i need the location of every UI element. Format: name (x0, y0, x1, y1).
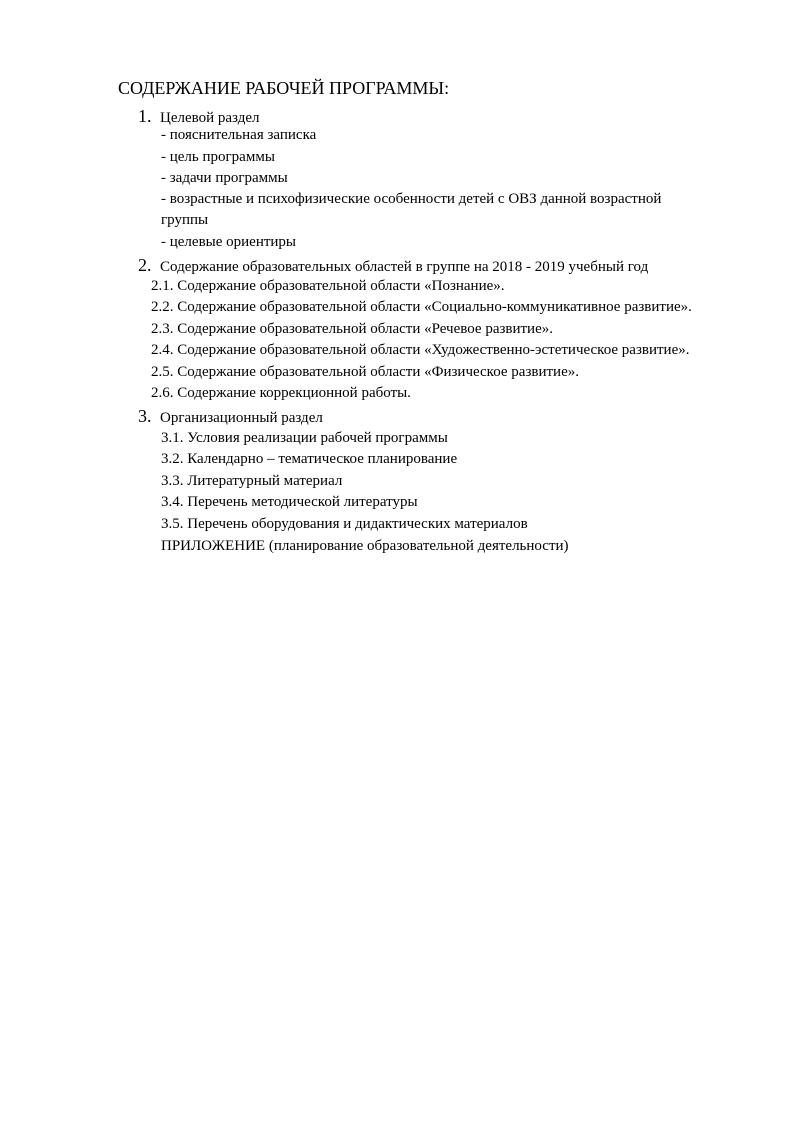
list-item: - возрастные и психофизические особенности детей с ОВЗ данной возрастной (161, 191, 662, 207)
list-item: 3.3. Литературный материал (161, 473, 343, 489)
list-item: 2.2. Содержание образовательной области «Социально-коммуникативное развитие». (151, 299, 692, 315)
section-heading-3 (138, 406, 323, 428)
section-title: Целевой раздел (160, 110, 260, 126)
section-number: 1. (138, 106, 152, 126)
list-item: - цель программы (161, 149, 275, 165)
list-item: - задачи программы (161, 170, 288, 186)
list-item: 2.1. Содержание образовательной области «Познание». (151, 278, 505, 294)
section-heading-2 (138, 255, 648, 277)
list-item: - пояснительная записка (161, 127, 317, 143)
list-item: 2.6. Содержание коррекционной работы. (151, 385, 411, 401)
list-item: 2.3. Содержание образовательной области «Речевое развитие». (151, 321, 553, 337)
section-number: 2. (138, 255, 152, 275)
list-item: ПРИЛОЖЕНИЕ (планирование образовательной деятельности) (161, 538, 569, 554)
section-number: 3. (138, 406, 152, 426)
list-item: группы (161, 212, 209, 228)
list-item: - целевые ориентиры (161, 234, 297, 250)
page-title: СОДЕРЖАНИЕ РАБОЧЕЙ ПРОГРАММЫ: (118, 78, 450, 98)
list-item: 3.1. Условия реализации рабочей программы (161, 430, 448, 446)
section-title: Организационный раздел (160, 410, 323, 426)
section-title: Содержание образовательных областей в группе на 2018 - 2019 учебный год (160, 259, 649, 275)
list-item: 2.5. Содержание образовательной области «Физическое развитие». (151, 364, 579, 380)
list-item: 2.4. Содержание образовательной области «Художественно-эстетическое развитие». (151, 342, 690, 358)
list-item: 3.2. Календарно – тематическое планирование (161, 451, 458, 467)
list-item: 3.4. Перечень методической литературы (161, 494, 418, 510)
list-item: 3.5. Перечень оборудования и дидактических материалов (161, 516, 528, 532)
